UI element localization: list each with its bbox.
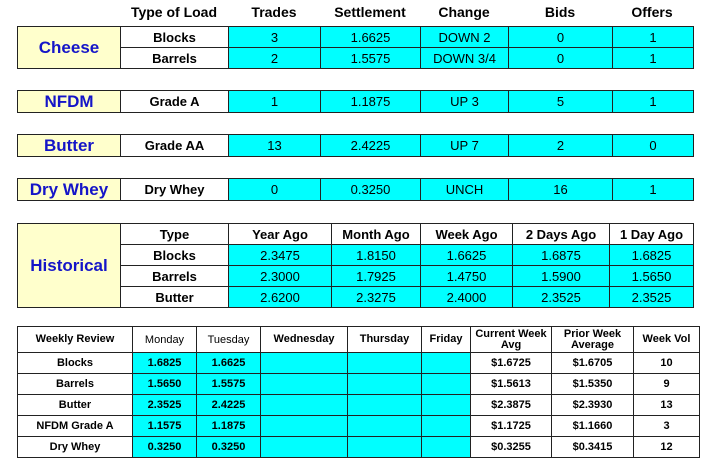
header-bids: Bids [544, 4, 576, 20]
weekly-vol-cell: 13 [634, 395, 700, 416]
weekly-monday-cell: 0.3250 [133, 437, 197, 458]
offers-cell: 0 [613, 135, 694, 157]
weekly-prior-avg-cell: $2.3930 [552, 395, 634, 416]
load-type-cell: Grade A [121, 91, 229, 113]
hist-header-week-ago: Week Ago [421, 224, 513, 245]
butter-label: Butter [18, 135, 121, 157]
weekly-product-cell: NFDM Grade A [18, 416, 133, 437]
weekly-header-prior-avg: Prior Week Average [552, 327, 634, 353]
hist-value-cell: 1.6825 [610, 245, 694, 266]
hist-value-cell: 1.7925 [332, 266, 421, 287]
trades-cell: 13 [229, 135, 321, 157]
weekly-current-avg-cell: $1.1725 [471, 416, 552, 437]
drywhey-label: Dry Whey [18, 179, 121, 201]
weekly-tuesday-cell: 1.5575 [197, 374, 261, 395]
weekly-monday-cell: 1.6825 [133, 353, 197, 374]
nfdm-table [17, 90, 694, 113]
table-row [18, 327, 700, 353]
weekly-product-cell: Butter [18, 395, 133, 416]
table-row [18, 374, 700, 395]
table-row [18, 224, 694, 245]
weekly-monday-cell: 1.5650 [133, 374, 197, 395]
table-row [18, 395, 700, 416]
historical-label: Historical [18, 224, 121, 308]
weekly-tuesday-cell: 1.1875 [197, 416, 261, 437]
weekly-friday-cell [422, 353, 471, 374]
hist-header-2-days-ago: 2 Days Ago [513, 224, 610, 245]
weekly-prior-avg-cell: $1.1660 [552, 416, 634, 437]
trades-cell: 1 [229, 91, 321, 113]
hist-header-1-day-ago: 1 Day Ago [610, 224, 694, 245]
settlement-cell: 0.3250 [321, 179, 421, 201]
weekly-product-cell: Barrels [18, 374, 133, 395]
drywhey-table [17, 178, 694, 201]
hist-value-cell: 2.3000 [229, 266, 332, 287]
butter-table [17, 134, 694, 157]
hist-value-cell: 1.4750 [421, 266, 513, 287]
weekly-thursday-cell [348, 395, 422, 416]
load-type-cell: Dry Whey [121, 179, 229, 201]
hist-value-cell: 2.6200 [229, 287, 332, 308]
nfdm-label: NFDM [18, 91, 121, 113]
weekly-header-monday: Monday [133, 327, 197, 353]
trades-cell: 2 [229, 48, 321, 69]
weekly-thursday-cell [348, 437, 422, 458]
weekly-friday-cell [422, 437, 471, 458]
offers-cell: 1 [613, 48, 694, 69]
settlement-cell: 2.4225 [321, 135, 421, 157]
header-type-of-load: Type of Load [130, 4, 218, 20]
bids-cell: 5 [509, 91, 613, 113]
weekly-friday-cell [422, 374, 471, 395]
settlement-cell: 1.5575 [321, 48, 421, 69]
table-row [18, 135, 694, 157]
change-cell: UP 3 [421, 91, 509, 113]
change-cell: DOWN 3/4 [421, 48, 509, 69]
load-type-cell: Barrels [121, 48, 229, 69]
table-row [18, 416, 700, 437]
weekly-prior-avg-cell: $1.5350 [552, 374, 634, 395]
hist-value-cell: 1.8150 [332, 245, 421, 266]
weekly-thursday-cell [348, 374, 422, 395]
weekly-header-current-avg: Current Week Avg [471, 327, 552, 353]
weekly-header-friday: Friday [422, 327, 471, 353]
offers-cell: 1 [613, 91, 694, 113]
weekly-tuesday-cell: 2.4225 [197, 395, 261, 416]
weekly-vol-cell: 10 [634, 353, 700, 374]
header-settlement: Settlement [334, 4, 406, 20]
weekly-current-avg-cell: $1.6725 [471, 353, 552, 374]
hist-value-cell: 1.6625 [421, 245, 513, 266]
weekly-header-review: Weekly Review [18, 327, 133, 353]
weekly-thursday-cell [348, 353, 422, 374]
hist-value-cell: 2.3525 [610, 287, 694, 308]
trades-cell: 3 [229, 27, 321, 48]
header-change: Change [438, 4, 490, 20]
weekly-wednesday-cell [261, 437, 348, 458]
weekly-friday-cell [422, 416, 471, 437]
weekly-product-cell: Dry Whey [18, 437, 133, 458]
weekly-review-table [17, 326, 700, 458]
bids-cell: 0 [509, 48, 613, 69]
hist-header-month-ago: Month Ago [332, 224, 421, 245]
hist-value-cell: 1.5650 [610, 266, 694, 287]
hist-value-cell: 2.3475 [229, 245, 332, 266]
offers-cell: 1 [613, 179, 694, 201]
hist-header-type: Type [121, 224, 229, 245]
weekly-thursday-cell [348, 416, 422, 437]
hist-header-year-ago: Year Ago [229, 224, 332, 245]
weekly-wednesday-cell [261, 416, 348, 437]
weekly-vol-cell: 12 [634, 437, 700, 458]
table-row [18, 27, 694, 48]
weekly-prior-avg-cell: $1.6705 [552, 353, 634, 374]
hist-value-cell: 1.6875 [513, 245, 610, 266]
bids-cell: 16 [509, 179, 613, 201]
cheese-table [17, 26, 694, 69]
weekly-current-avg-cell: $2.3875 [471, 395, 552, 416]
hist-type-cell: Butter [121, 287, 229, 308]
weekly-vol-cell: 3 [634, 416, 700, 437]
change-cell: UP 7 [421, 135, 509, 157]
weekly-monday-cell: 1.1575 [133, 416, 197, 437]
trades-cell: 0 [229, 179, 321, 201]
hist-type-cell: Blocks [121, 245, 229, 266]
weekly-wednesday-cell [261, 374, 348, 395]
settlement-cell: 1.6625 [321, 27, 421, 48]
weekly-tuesday-cell: 0.3250 [197, 437, 261, 458]
bids-cell: 2 [509, 135, 613, 157]
weekly-wednesday-cell [261, 395, 348, 416]
load-type-cell: Grade AA [121, 135, 229, 157]
weekly-monday-cell: 2.3525 [133, 395, 197, 416]
change-cell: DOWN 2 [421, 27, 509, 48]
historical-table [17, 223, 694, 308]
cheese-label: Cheese [18, 27, 121, 69]
weekly-wednesday-cell [261, 353, 348, 374]
bids-cell: 0 [509, 27, 613, 48]
hist-value-cell: 2.3275 [332, 287, 421, 308]
weekly-current-avg-cell: $1.5613 [471, 374, 552, 395]
weekly-header-tuesday: Tuesday [197, 327, 261, 353]
hist-value-cell: 1.5900 [513, 266, 610, 287]
weekly-product-cell: Blocks [18, 353, 133, 374]
load-type-cell: Blocks [121, 27, 229, 48]
table-row [18, 437, 700, 458]
change-cell: UNCH [421, 179, 509, 201]
weekly-vol-cell: 9 [634, 374, 700, 395]
table-row [18, 179, 694, 201]
hist-value-cell: 2.3525 [513, 287, 610, 308]
weekly-header-thursday: Thursday [348, 327, 422, 353]
weekly-header-week-vol: Week Vol [634, 327, 700, 353]
table-row [18, 91, 694, 113]
header-trades: Trades [251, 4, 297, 20]
offers-cell: 1 [613, 27, 694, 48]
header-offers: Offers [631, 4, 673, 20]
hist-value-cell: 2.4000 [421, 287, 513, 308]
weekly-header-wednesday: Wednesday [261, 327, 348, 353]
weekly-prior-avg-cell: $0.3415 [552, 437, 634, 458]
settlement-cell: 1.1875 [321, 91, 421, 113]
weekly-tuesday-cell: 1.6625 [197, 353, 261, 374]
weekly-current-avg-cell: $0.3255 [471, 437, 552, 458]
table-row [18, 353, 700, 374]
hist-type-cell: Barrels [121, 266, 229, 287]
weekly-friday-cell [422, 395, 471, 416]
